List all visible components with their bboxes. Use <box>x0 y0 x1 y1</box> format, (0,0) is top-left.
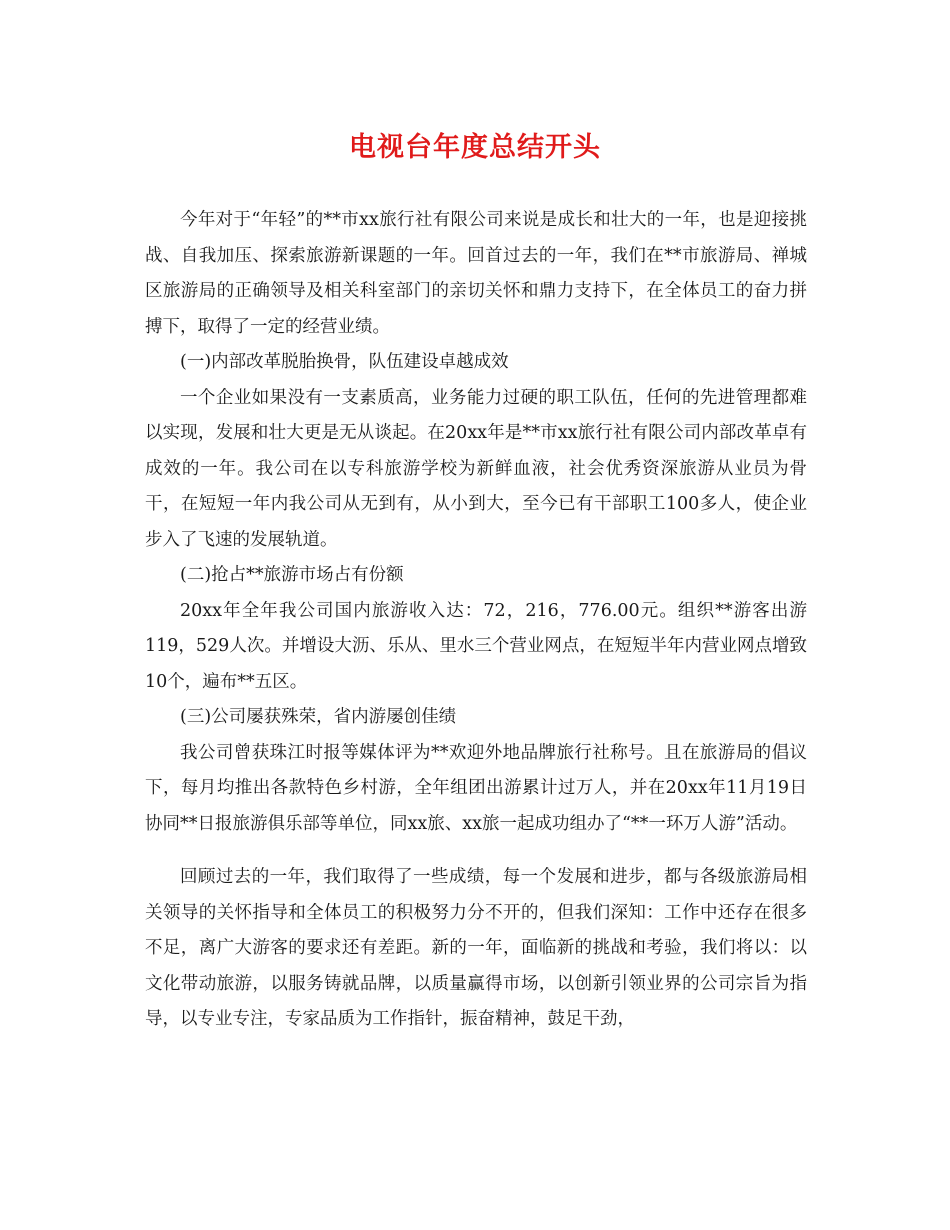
section-heading-3: (三)公司屡获殊荣，省内游屡创佳绩 <box>180 707 457 727</box>
section-heading-2: (二)抢占**旅游市场占有份额 <box>180 565 404 585</box>
document-body <box>145 203 807 1038</box>
document-title: 电视台年度总结开头 <box>349 132 601 163</box>
section-heading-1: (一)内部改革脱胎换骨，队伍建设卓越成效 <box>180 352 509 372</box>
paragraph-section-3: 我公司曾获珠江时报等媒体评为**欢迎外地品牌旅行社称号。且在旅游局的倡议下，每月均推出各款特色乡村游，全年组团出游累计过万人，并在20xx年11月19日协同**日报旅游俱乐部等单位，同xx旅、xx旅一起成功组办了“**一环万人游”活动。 <box>145 742 807 834</box>
paragraph-intro: 今年对于“年轻”的**市xx旅行社有限公司来说是成长和壮大的一年，也是迎接挑战、自我加压、探索旅游新课题的一年。回首过去的一年，我们在**市旅游局、禅城区旅游局的正确领导及相关科室部门的亲切关怀和鼎力支持下，在全体员工的奋力拼搏下，取得了一定的经营业绩。 <box>145 210 807 337</box>
paragraph-review: 回顾过去的一年，我们取得了一些成绩，每一个发展和进步，都与各级旅游局相关领导的关怀指导和全体员工的积极努力分不开的，但我们深知：工作中还存在很多不足，离广大游客的要求还有差距。新的一年，面临新的挑战和考验，我们将以：以文化带动旅游，以服务铸就品牌，以质量赢得市场，以创新引领业界的公司宗旨为指导，以专业专注，专家品质为工作指针，振奋精神，鼓足干劲， <box>145 867 807 1029</box>
paragraph-section-2: 20xx年全年我公司国内旅游收入达：72，216，776.00元。组织**游客出游119，529人次。并增设大沥、乐从、里水三个营业网点，在短短半年内营业网点增致10个，遍布**五区。 <box>145 600 807 692</box>
paragraph-section-1: 一个企业如果没有一支素质高，业务能力过硬的职工队伍，任何的先进管理都难以实现，发展和壮大更是无从谈起。在20xx年是**市xx旅行社有限公司内部改革卓有成效的一年。我公司在以专科旅游学校为新鲜血液，社会优秀资深旅游从业员为骨干，在短短一年内我公司从无到有，从小到大，至今已有干部职工100多人，使企业步入了飞速的发展轨道。 <box>145 387 807 550</box>
